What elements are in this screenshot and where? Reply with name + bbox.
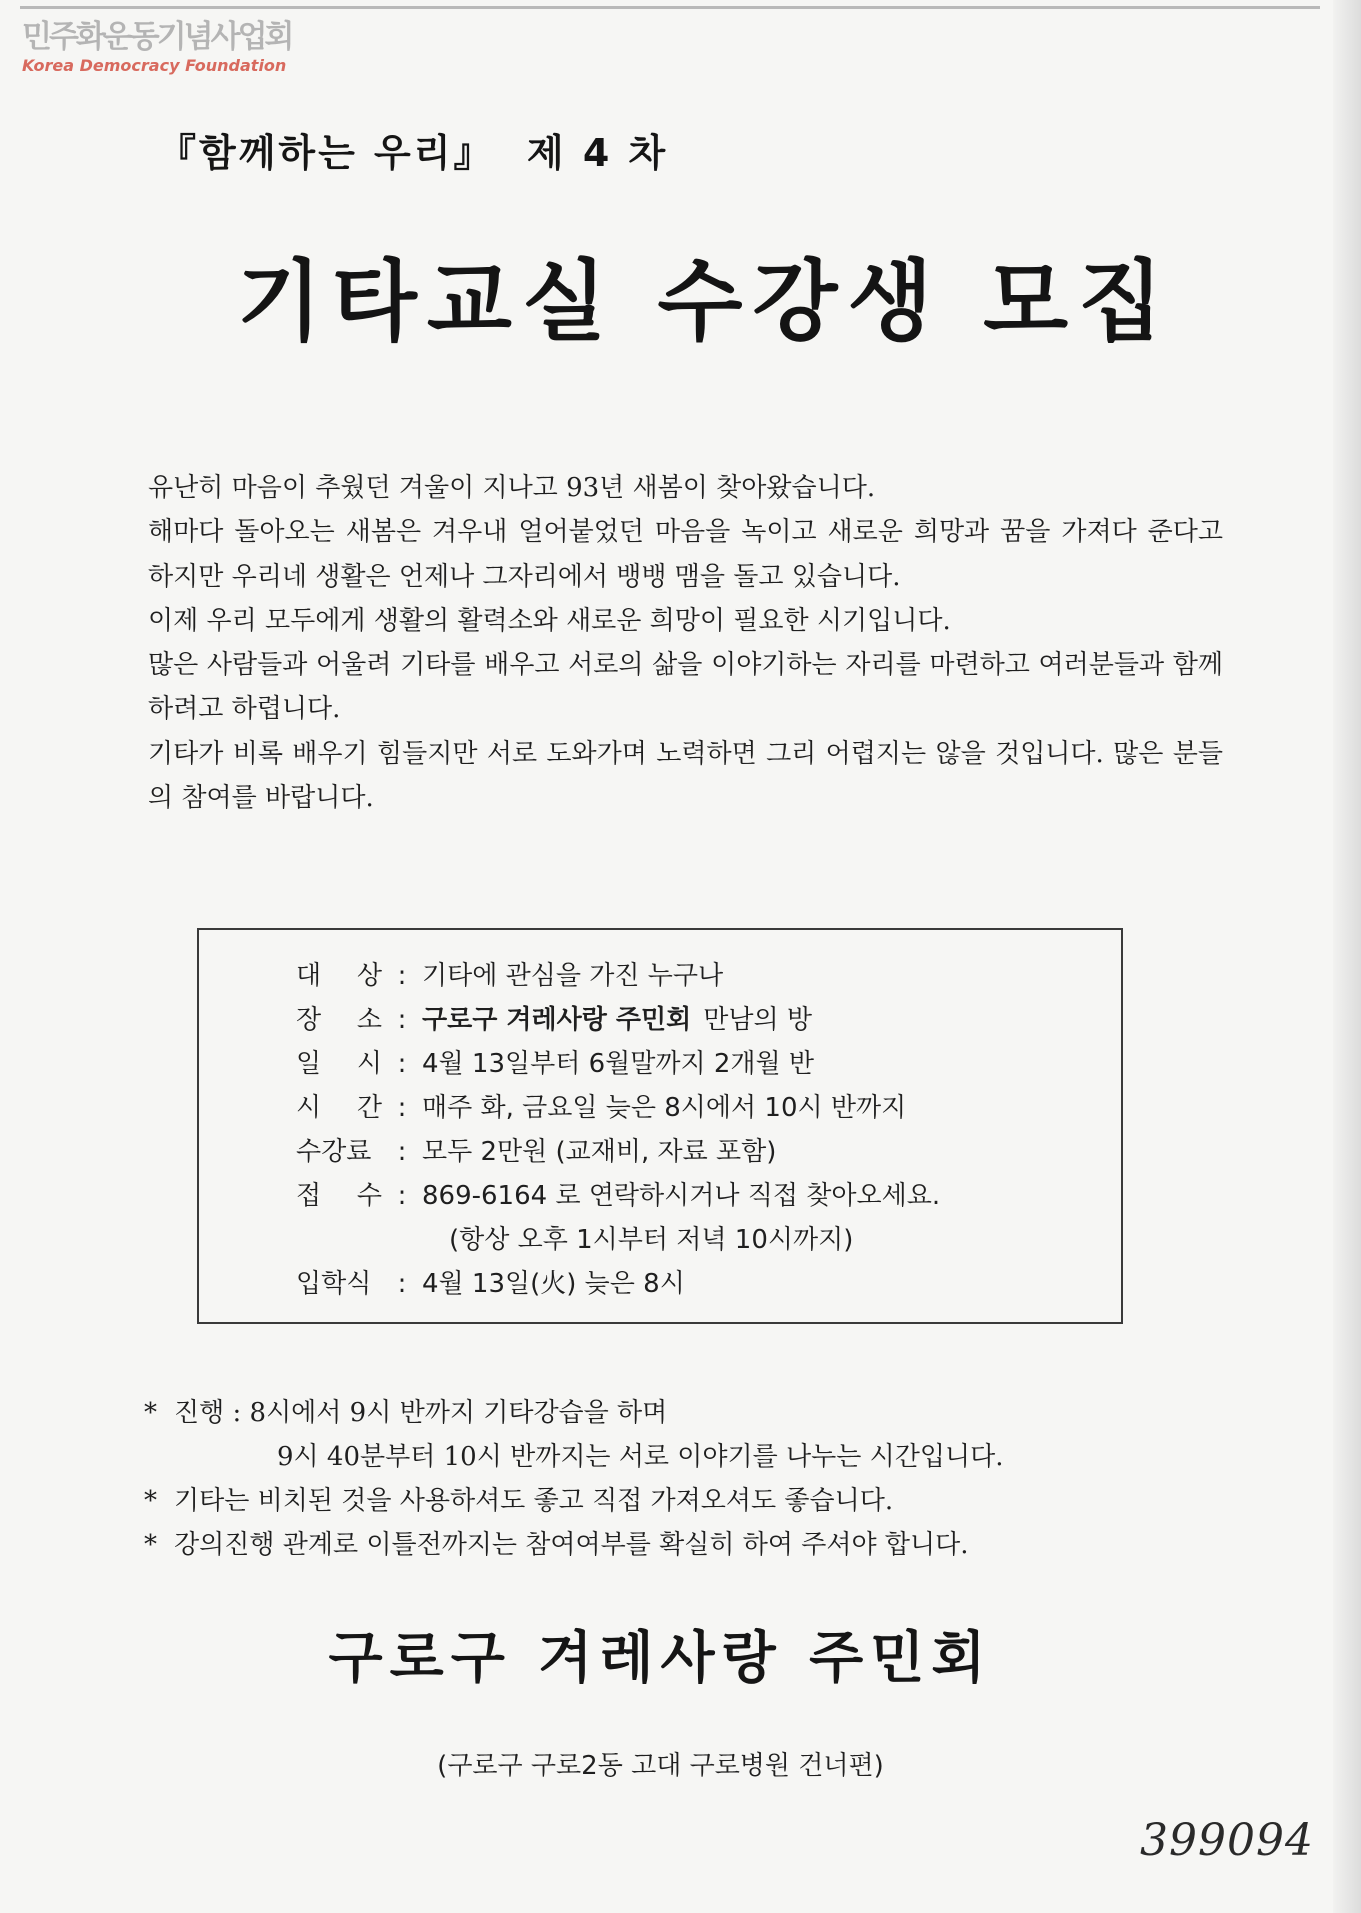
intro-paragraph: 이제 우리 모두에게 생활의 활력소와 새로운 희망이 필요한 시기입니다. (148, 605, 951, 636)
course-info-list (296, 955, 940, 1307)
info-value: 모두 2만원 (교재비, 자료 포함) (422, 1137, 777, 1167)
watermark-korean: 민주화운동기념사업회 (22, 19, 292, 55)
watermark-logo (22, 18, 291, 76)
note-bullet: * (144, 1486, 157, 1516)
handwritten-archive-number: 399094 (1140, 1815, 1314, 1866)
info-label: 장 소 (296, 1005, 382, 1035)
info-row-date (296, 1043, 940, 1087)
info-row-time (296, 1087, 940, 1131)
note-text: 진행 : 8시에서 9시 반까지 기타강습을 하며 (174, 1398, 668, 1428)
info-row-fee (296, 1131, 940, 1175)
intro-text (148, 466, 1223, 820)
info-colon: : (397, 1049, 407, 1079)
info-value: 매주 화, 금요일 늦은 8시에서 10시 반까지 (422, 1093, 907, 1123)
note-text: 강의진행 관계로 이틀전까지는 참여여부를 확실히 하여 주셔야 합니다. (174, 1530, 969, 1560)
info-label: 대 상 (296, 961, 382, 991)
note-guitar (144, 1479, 1004, 1523)
note-notice (144, 1523, 1004, 1567)
series-heading: 『함께하는 우리』 제 4 차 (158, 131, 669, 175)
info-colon: : (397, 1093, 407, 1123)
info-row-reception-hours (296, 1219, 940, 1263)
page-title: 기타교실 수강생 모집 (236, 250, 1174, 353)
organizer-name: 구로구 겨레사랑 주민회 (328, 1625, 993, 1691)
intro-paragraph: 해마다 돌아오는 새봄은 겨우내 얼어붙었던 마음을 녹이고 새로운 희망과 꿈을 가져다 준다고 하지만 우리네 생활은 언제나 그자리에서 뱅뱅 맴을 돌고 있습니다. (148, 517, 1223, 592)
info-value: (항상 오후 1시부터 저녁 10시까지) (449, 1225, 854, 1255)
info-colon: : (397, 1181, 407, 1211)
intro-paragraph: 많은 사람들과 어울려 기타를 배우고 서로의 삶을 이야기하는 자리를 마련하고 여러분들과 함께 하려고 하렵니다. (148, 650, 1223, 725)
info-value: 기타에 관심을 가진 누구나 (422, 961, 724, 991)
info-place-room: 만남의 방 (703, 1005, 812, 1035)
note-bullet: * (144, 1530, 157, 1560)
info-value: 869-6164 로 연락하시거나 직접 찾아오세요. (422, 1181, 941, 1211)
intro-paragraph: 기타가 비록 배우기 힘들지만 서로 도와가며 노력하면 그리 어렵지는 않을 것입니다. 많은 분들의 참여를 바랍니다. (148, 738, 1223, 814)
info-colon: : (397, 961, 407, 991)
info-row-target (296, 955, 940, 999)
note-progress-continued: 9시 40분부터 10시 반까지는 서로 이야기를 나누는 시간입니다. (277, 1442, 1004, 1472)
info-colon: : (397, 1269, 407, 1299)
intro-paragraph: 유난히 마음이 추웠던 겨울이 지나고 93년 새봄이 찾아왔습니다. (148, 473, 876, 503)
info-label: 접 수 (296, 1181, 382, 1211)
note-progress (144, 1391, 1004, 1435)
info-label: 입학식 (296, 1269, 372, 1299)
info-value: 4월 13일부터 6월말까지 2개월 반 (422, 1049, 815, 1079)
info-place-org: 구로구 겨레사랑 주민회 (422, 1005, 692, 1035)
info-label: 수강료 (296, 1137, 372, 1167)
info-colon: : (397, 1005, 407, 1035)
scan-edge-line (20, 6, 1320, 9)
notes-section (144, 1391, 1004, 1567)
info-colon: : (397, 1137, 407, 1167)
course-info-box (197, 928, 1123, 1324)
organizer-address: (구로구 구로2동 고대 구로병원 건너편) (437, 1751, 884, 1781)
info-value: 4월 13일(火) 늦은 8시 (422, 1269, 685, 1299)
watermark-english: Korea Democracy Foundation (22, 56, 287, 75)
note-bullet: * (144, 1398, 157, 1428)
info-label: 시 간 (296, 1093, 382, 1123)
info-label: 일 시 (296, 1049, 382, 1079)
note-text: 기타는 비치된 것을 사용하셔도 좋고 직접 가져오셔도 좋습니다. (174, 1486, 894, 1516)
info-row-place (296, 999, 940, 1043)
info-row-entrance (296, 1263, 940, 1307)
info-row-reception (296, 1175, 940, 1219)
